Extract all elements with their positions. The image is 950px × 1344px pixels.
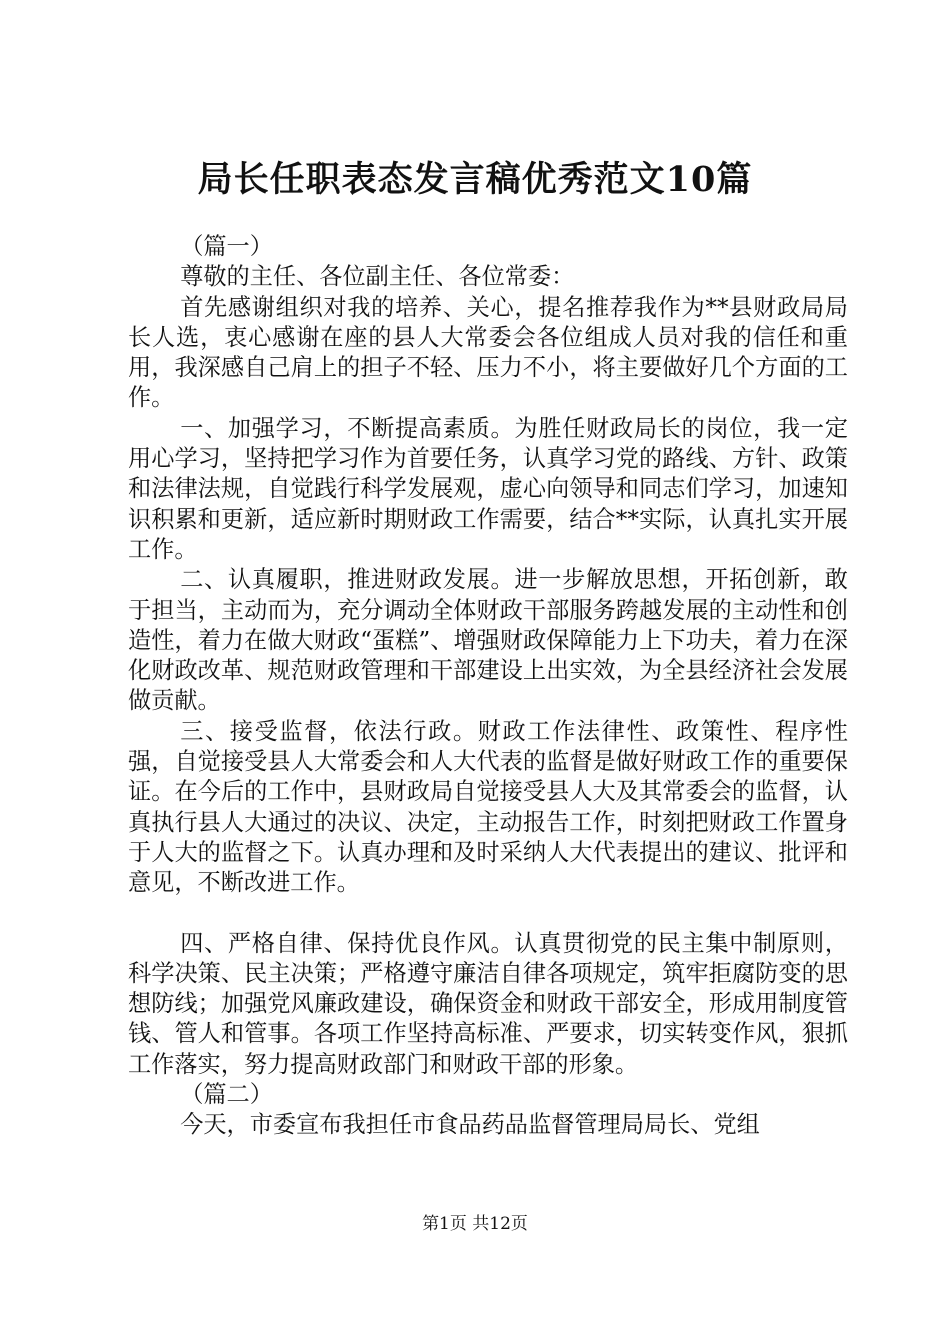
paragraph: 三、接受监督，依法行政。财政工作法律性、政策性、程序性强，自觉接受县人大常委会和人大代表的监督是做好财政工作的重要保证。在今后的工作中，县财政局自觉接受县人大及其常委会的监督，认真执行县人大通过的决议、决定，主动报告工作，时刻把财政工作置身于人大的监督之下。认真办理和及时采纳人大代表提出的建议、批评和意见，不断改进工作。 bbox=[128, 717, 848, 897]
paragraph: 一、加强学习，不断提高素质。为胜任财政局长的岗位，我一定用心学习，坚持把学习作为首要任务，认真学习党的路线、方针、政策和法律法规，自觉践行科学发展观，虚心向领导和同志们学习，加速知识积累和更新，适应新时期财政工作需要，结合**实际，认真扎实开展工作。 bbox=[128, 414, 848, 563]
section-heading: （篇二） bbox=[180, 1081, 273, 1109]
salutation: 尊敬的主任、各位副主任、各位常委： bbox=[180, 263, 575, 291]
paragraph: 今天，市委宣布我担任市食品药品监督管理局局长、党组 bbox=[180, 1111, 760, 1139]
paragraph: 首先感谢组织对我的培养、关心，提名推荐我作为**县财政局局长人选，衷心感谢在座的县人大常委会各位组成人员对我的信任和重用，我深感自己肩上的担子不轻、压力不小，将主要做好几个方面的工作。 bbox=[128, 293, 848, 412]
page-footer: 第1页 共12页 bbox=[422, 1214, 528, 1234]
paragraph: 四、严格自律、保持优良作风。认真贯彻党的民主集中制原则，科学决策、民主决策；严格遵守廉洁自律各项规定，筑牢拒腐防变的思想防线；加强党风廉政建设，确保资金和财政干部安全，形成用制度管钱、管人和管事。各项工作坚持高标准、严要求，切实转变作风，狠抓工作落实，努力提高财政部门和财政干部的形象。 bbox=[128, 929, 848, 1078]
document-body bbox=[128, 232, 848, 1141]
section-heading: （篇一） bbox=[180, 233, 273, 260]
paragraph: 二、认真履职，推进财政发展。进一步解放思想，开拓创新，敢于担当，主动而为，充分调动全体财政干部服务跨越发展的主动性和创造性，着力在做大财政“蛋糕”、增强财政保障能力上下功夫，着力在深化财政改革、规范财政管理和干部建设上出实效，为全县经济社会发展做贡献。 bbox=[128, 566, 848, 715]
document-title: 局长任职表态发言稿优秀范文10篇 bbox=[197, 159, 753, 200]
